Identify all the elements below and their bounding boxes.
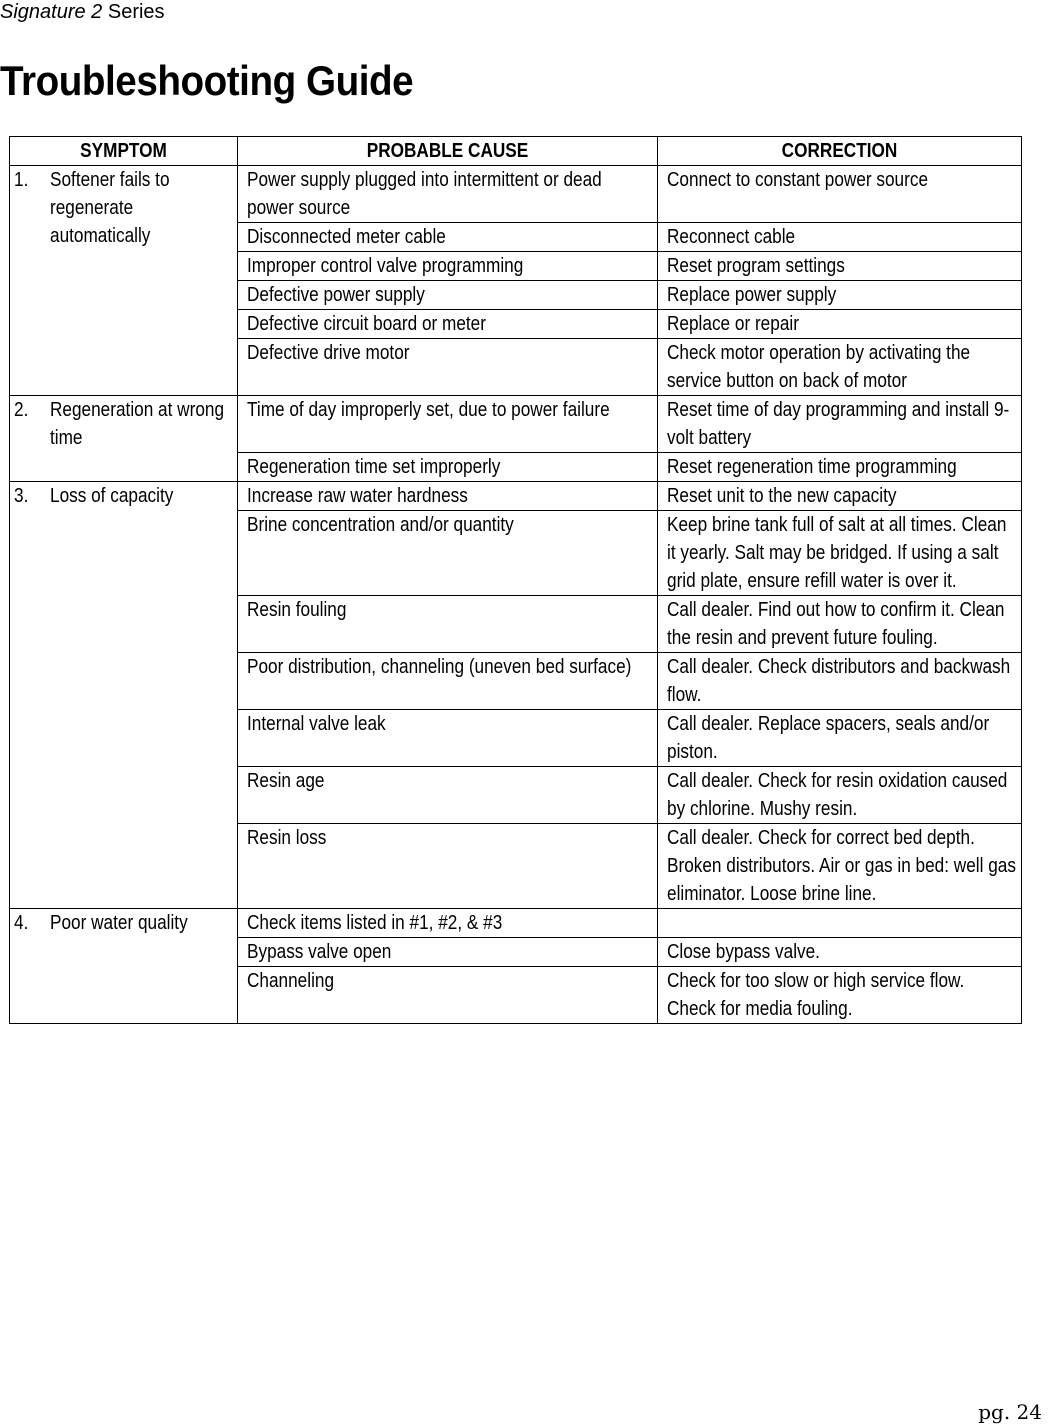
correction-cell: Check motor operation by activating the service button on back of motor [658,339,1022,396]
cause-cell: Resin age [238,767,658,824]
table-header-row [10,137,1022,166]
correction-cell: Reset time of day programming and install 9-volt battery [658,396,1022,453]
cause-cell: Improper control valve programming [238,252,658,281]
correction-cell: Keep brine tank full of salt at all times. Clean it yearly. Salt may be bridged. If using a salt grid plate, ensure refill water is over it. [658,511,1022,596]
cause-cell: Time of day improperly set, due to power failure [238,396,658,453]
correction-cell: Call dealer. Find out how to confirm it. Clean the resin and prevent future fouling. [658,596,1022,653]
correction-cell: Call dealer. Check for resin oxidation caused by chlorine. Mushy resin. [658,767,1022,824]
cause-cell: Poor distribution, channeling (uneven bed surface) [238,653,658,710]
cause-cell: Disconnected meter cable [238,223,658,252]
table-row [10,909,1022,938]
page-number: pg. 24 [978,1400,1042,1424]
table-row [10,396,1022,453]
correction-cell: Replace power supply [658,281,1022,310]
correction-cell: Check for too slow or high service flow. Check for media fouling. [658,967,1022,1024]
cause-cell: Increase raw water hardness [238,482,658,511]
correction-cell [658,909,1022,938]
correction-cell: Connect to constant power source [658,166,1022,223]
cause-cell: Brine concentration and/or quantity [238,511,658,596]
column-header-symptom: SYMPTOM [10,137,238,166]
symptom-number: 4. [10,909,47,1024]
column-header-correction: CORRECTION [658,137,1022,166]
table-row [10,482,1022,511]
correction-cell: Reset program settings [658,252,1022,281]
symptom-number: 2. [10,396,47,482]
series-name: Signature 2 [0,1,103,23]
correction-cell: Reset unit to the new capacity [658,482,1022,511]
correction-cell: Reconnect cable [658,223,1022,252]
cause-cell: Defective drive motor [238,339,658,396]
cause-cell: Resin loss [238,824,658,909]
series-header [0,0,165,24]
correction-cell: Replace or repair [658,310,1022,339]
correction-cell: Call dealer. Replace spacers, seals and/or piston. [658,710,1022,767]
symptom-cell: Loss of capacity [47,482,238,909]
correction-cell: Close bypass valve. [658,938,1022,967]
symptom-cell: Softener fails to regenerate automatically [47,166,238,396]
symptom-cell: Regeneration at wrong time [47,396,238,482]
series-suffix: Series [102,1,165,23]
cause-cell: Internal valve leak [238,710,658,767]
column-header-cause: PROBABLE CAUSE [238,137,658,166]
symptom-cell: Poor water quality [47,909,238,1024]
cause-cell: Check items listed in #1, #2, & #3 [238,909,658,938]
cause-cell: Channeling [238,967,658,1024]
symptom-number: 1. [10,166,47,396]
troubleshooting-table [9,136,1022,1024]
cause-cell: Power supply plugged into intermittent or dead power source [238,166,658,223]
cause-cell: Resin fouling [238,596,658,653]
cause-cell: Defective circuit board or meter [238,310,658,339]
cause-cell: Regeneration time set improperly [238,453,658,482]
table-row [10,166,1022,223]
correction-cell: Call dealer. Check for correct bed depth. Broken distributors. Air or gas in bed: well gas eliminator. Loose brine line. [658,824,1022,909]
correction-cell: Call dealer. Check distributors and backwash flow. [658,653,1022,710]
page-title: Troubleshooting Guide [0,57,414,104]
symptom-number: 3. [10,482,47,909]
cause-cell: Defective power supply [238,281,658,310]
table-body [10,166,1022,1024]
correction-cell: Reset regeneration time programming [658,453,1022,482]
cause-cell: Bypass valve open [238,938,658,967]
